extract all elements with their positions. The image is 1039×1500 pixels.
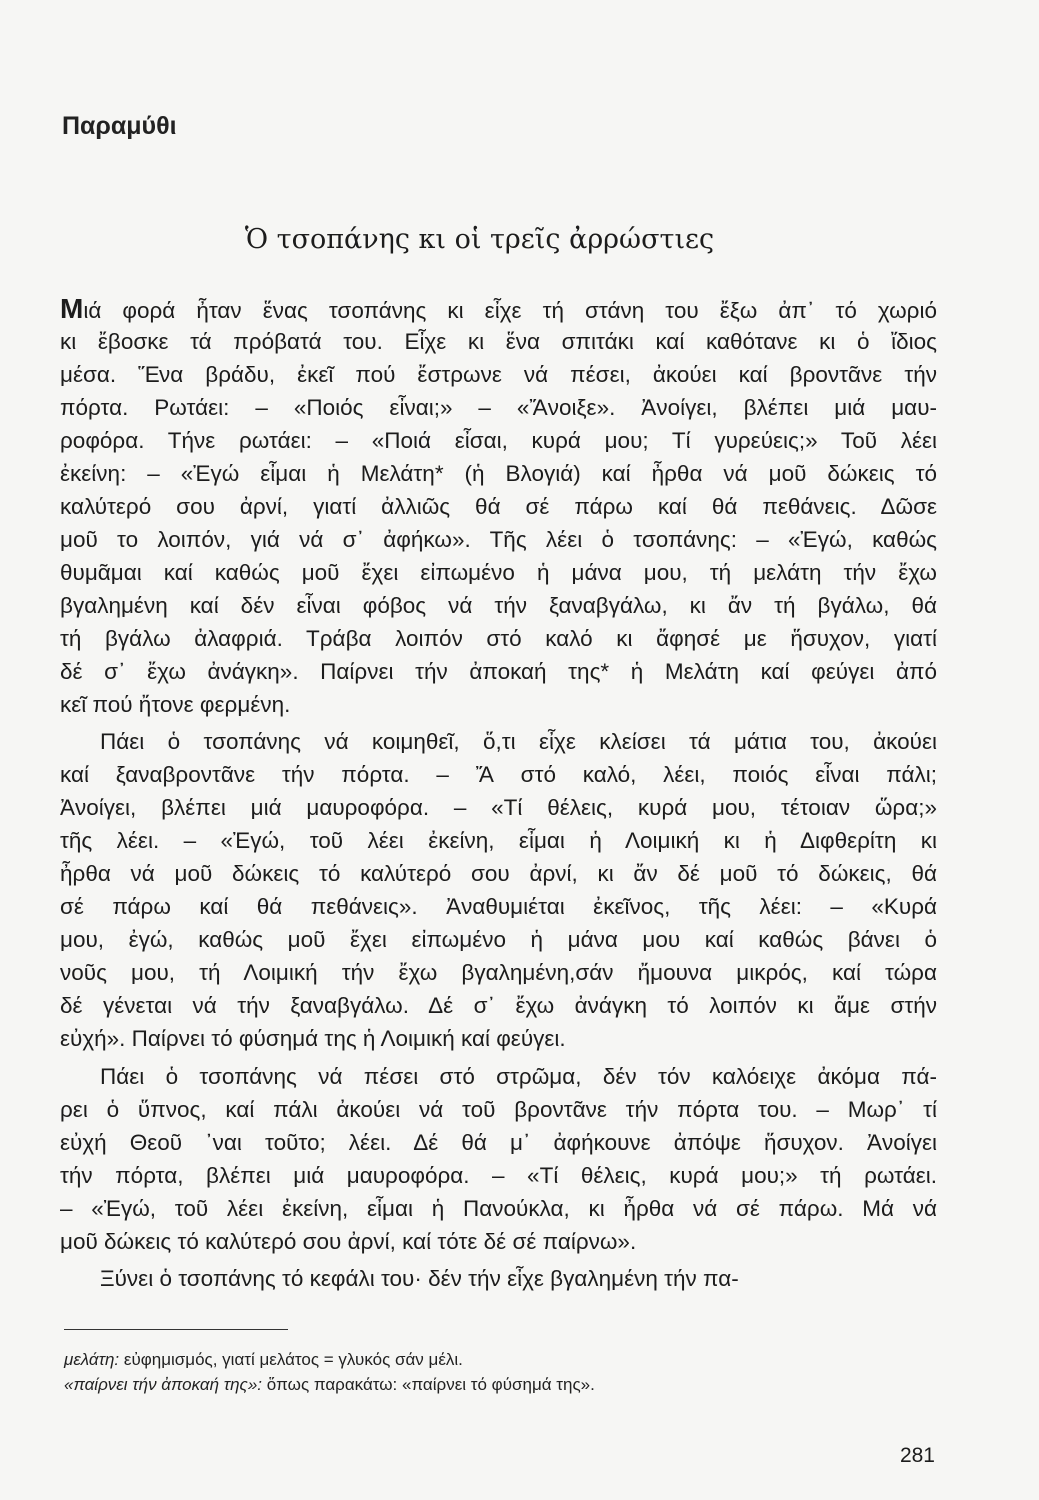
- line-text: δέ γένεται νά τήν ξαναβγάλω. Δέ σ᾽ ἔχω ἀνάγκη τό λοιπόν κι ἄμε στήν: [60, 993, 937, 1018]
- line-text: θυμᾶμαι καί καθώς μοῦ ἔχει εἰπωμένο ἡ μάνα μου, τή μελάτη τήν ἔχω: [60, 560, 937, 585]
- text-line: [60, 292, 937, 325]
- footnote-divider: [64, 1329, 288, 1330]
- line-text: Ξύνει ὁ τσοπάνης τό κεφάλι του· δέν τήν εἶχε βγαλημένη τήν πα-: [100, 1266, 739, 1291]
- line-text: Πάει ὁ τσοπάνης νά κοιμηθεῖ, ὅ,τι εἶχε κλείσει τά μάτια του, ἀκούει: [100, 729, 937, 754]
- text-line: [60, 589, 937, 622]
- text-line: [60, 1022, 937, 1055]
- text-line: [60, 424, 937, 457]
- text-line: [60, 457, 937, 490]
- text-line: [60, 1192, 937, 1225]
- footnote-text: εὐφημισμός, γιατί μελάτος = γλυκός σάν μέλι.: [119, 1350, 463, 1369]
- line-text: κεῖ πού ἤτονε φερμένη.: [60, 692, 291, 717]
- text-line: [60, 1262, 937, 1295]
- text-line: [60, 622, 937, 655]
- line-text: – «Ἐγώ, τοῦ λέει ἐκείνη, εἶμαι ἡ Πανούκλα, κι ἦρθα νά σέ πάρω. Μά νά: [60, 1196, 937, 1221]
- line-text: εὐχή Θεοῦ ᾽ναι τοῦτο; λέει. Δέ θά μ᾽ ἀφήκουνε ἀπόψε ἥσυχον. Ἀνοίγει: [60, 1130, 937, 1155]
- text-line: [60, 391, 937, 424]
- line-text: Πάει ὁ τσοπάνης νά πέσει στό στρῶμα, δέν τόν καλόειχε ἀκόμα πά-: [100, 1064, 937, 1089]
- text-line: [60, 1093, 937, 1126]
- footnote-term: «παίρνει τήν ἀποκαή της»:: [64, 1375, 262, 1394]
- line-text: βγαλημένη καί δέν εἶναι φόβος νά τήν ξαναβγάλω, κι ἄν τή βγάλω, θά: [60, 593, 937, 618]
- line-text: τῆς λέει. – «Ἐγώ, τοῦ λέει ἐκείνη, εἶμαι ἡ Λοιμική κι ἡ Διφθερίτη κι: [60, 828, 937, 853]
- line-text: σέ πάρω καί θά πεθάνεις». Ἀναθυμιέται ἐκεῖνος, τῆς λέει: – «Κυρά: [60, 894, 937, 919]
- text-line: [60, 956, 937, 989]
- text-line: [60, 490, 937, 523]
- footnote-1: [64, 1350, 463, 1370]
- line-text: ἐκείνη: – «Ἐγώ εἶμαι ἡ Μελάτη* (ἡ Βλογιά) καί ἦρθα νά μοῦ δώκεις τό: [60, 461, 937, 486]
- line-text: καλύτερό σου ἀρνί, γιατί ἀλλιῶς θά σέ πάρω καί θά πεθάνεις. Δῶσε: [60, 494, 937, 519]
- section-heading: Παραμύθι: [62, 112, 177, 140]
- text-line: [60, 989, 937, 1022]
- text-line: [60, 523, 937, 556]
- story-title: [0, 224, 1039, 255]
- text-line: [60, 358, 937, 391]
- line-text: μοῦ δώκεις τό καλύτερό σου ἀρνί, καί τότε δέ σέ παίρνω».: [60, 1229, 637, 1254]
- line-text: τήν πόρτα, βλέπει μιά μαυροφόρα. – «Τί θέλεις, κυρά μου;» τή ρωτάει.: [60, 1163, 937, 1188]
- text-line: [60, 1159, 937, 1192]
- line-text: ἦρθα νά μοῦ δώκεις τό καλύτερό σου ἀρνί, κι ἄν δέ μοῦ τό δώκεις, θά: [60, 861, 937, 886]
- footnote-text: ὅπως παρακάτω: «παίρνει τό φύσημά της».: [262, 1375, 595, 1394]
- text-line: [60, 325, 937, 358]
- text-line: [60, 758, 937, 791]
- line-text: μοῦ το λοιπόν, γιά νά σ᾽ ἀφήκω». Τῆς λέει ὁ τσοπάνης: – «Ἐγώ, καθώς: [60, 527, 937, 552]
- text-line: [60, 824, 937, 857]
- text-line: [60, 791, 937, 824]
- line-text: δέ σ᾽ ἔχω ἀνάγκη». Παίρνει τήν ἀποκαή της* ἡ Μελάτη καί φεύγει ἀπό: [60, 659, 937, 684]
- line-text: μέσα. Ἕνα βράδυ, ἐκεῖ πού ἔστρωνε νά πέσει, ἀκούει καί βροντᾶνε τήν: [60, 362, 937, 387]
- text-line: [60, 655, 937, 688]
- line-text: μου, ἐγώ, καθώς μοῦ ἔχει εἰπωμένο ἡ μάνα μου καί καθώς βάνει ὁ: [60, 927, 937, 952]
- text-line: [60, 890, 937, 923]
- line-text: πόρτα. Ρωτάει: – «Ποιός εἶναι;» – «Ἄνοιξε». Ἀνοίγει, βλέπει μιά μαυ-: [60, 395, 937, 420]
- text-line: [60, 923, 937, 956]
- page-number: 281: [899, 1444, 935, 1467]
- line-text: τή βγάλω ἀλαφριά. Τράβα λοιπόν στό καλό κι ἄφησέ με ἥσυχον, γιατί: [60, 626, 937, 651]
- paragraph-4: [60, 1262, 937, 1295]
- text-line: [60, 556, 937, 589]
- line-text: καί ξαναβροντᾶνε τήν πόρτα. – Ἄ στό καλό, λέει, ποιός εἶναι πάλι;: [60, 762, 937, 787]
- line-text: νοῦς μου, τή Λοιμική τήν ἔχω βγαλημένη,σάν ἤμουνα μικρός, καί τώρα: [60, 960, 937, 985]
- text-line: [60, 725, 937, 758]
- text-line: [60, 857, 937, 890]
- paragraph-1: [60, 292, 937, 721]
- line-text: εὐχή». Παίρνει τό φύσημά της ἡ Λοιμική καί φεύγει.: [60, 1026, 566, 1051]
- text-line: [60, 1060, 937, 1093]
- footnote-term: μελάτη:: [64, 1350, 120, 1369]
- story-title-text: Ὁ τσοπάνης κι οἱ τρεῖς ἀρρώστιες: [244, 224, 715, 255]
- text-line: [60, 1126, 937, 1159]
- drop-cap: Μ: [60, 293, 84, 324]
- text-line: [60, 688, 937, 721]
- footnote-2: [64, 1375, 595, 1395]
- line-text: κι ἔβοσκε τά πρόβατά του. Εἶχε κι ἕνα σπιτάκι καί καθότανε κι ὁ ἴδιος: [60, 329, 937, 354]
- line-text: ιά φορά ἦταν ἕνας τσοπάνης κι εἶχε τή στάνη του ἔξω ἀπ᾽ τό χωριό: [83, 298, 937, 323]
- text-line: [60, 1225, 937, 1258]
- line-text: ρει ὁ ὕπνος, καί πάλι ἀκούει νά τοῦ βροντᾶνε τήν πόρτα του. – Μωρ᾽ τί: [60, 1097, 937, 1122]
- paragraph-2: [60, 725, 937, 1055]
- line-text: ροφόρα. Τήνε ρωτάει: – «Ποιά εἶσαι, κυρά μου; Τί γυρεύεις;» Τοῦ λέει: [60, 428, 937, 453]
- line-text: Ἀνοίγει, βλέπει μιά μαυροφόρα. – «Τί θέλεις, κυρά μου, τέτοιαν ὥρα;»: [60, 795, 937, 820]
- paragraph-3: [60, 1060, 937, 1258]
